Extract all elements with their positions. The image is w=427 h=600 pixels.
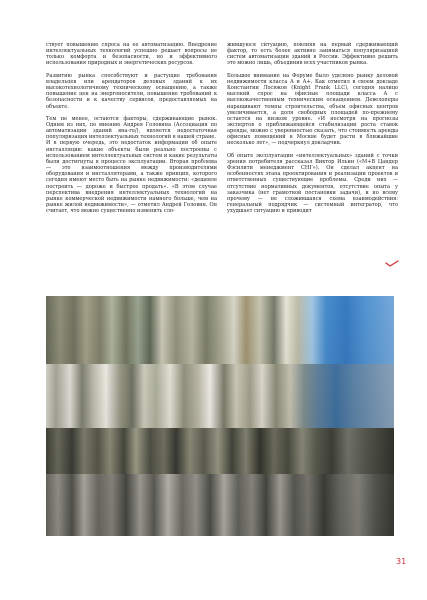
paragraph: ствует повышению спроса на ее автоматизацию. Внедрение интеллектуальных технологий успешно решает вопросы не только комфорта и безопасности, но и эффективного использования природных и энергетических ресурсов. — [46, 42, 217, 67]
photo-shade — [46, 296, 394, 536]
paragraph: Развитию рынка способствуют и растущие требования владельцев или арендаторов деловых зданий к их высокотехнологичному техническому оснащению, а также повышение цен на энергоносители, повышение требований к безопасности и к качеству сервисов, предоставляемых на объекте. — [46, 72, 217, 110]
right-text-column — [227, 42, 398, 220]
paragraph: Большое внимание на Форуме было уделено рынку деловой недвижимости класса А и А+. Как отметил в своем докладе Константин Лосюков (Knight Frank LLC), сегодня налицо высокий спрос на офисные площади класса А с высококачественным техническим оснащением. Девелоперы наращивают темпы строительства, объем офисных центров увеличивается, а доля свободных площадей по-прежнему остается на низком уровне. «И несмотря на прогнозы экспертов о приближающейся стабилизации роста ставок аренды, можно с уверенностью сказать, что стоимость аренды офисных помещений в Москве будет расти в ближайшие несколько лет», — подчеркнул докладчик. — [227, 72, 398, 147]
paragraph: И в первую очередь, это недостаток информации об опыте инсталляции: какие объекты были реально построены с использованием интеллектуальных систем и какие результаты были достигнуты в процессе эксплуатации. Вторая проблема — это взаимоотношения между производителями оборудования и инсталляторами, а также принцип, которого сегодня имеют место быть на рынке недвижимости: «дешевле построить — дороже и быстрее продать». «В этом случае перспектива внедрения интеллектуальных технологий на рынке коммерческой недвижимости намного больше, чем на рынке жилой недвижимости», — отметил Андрей Головин. Он считает, что можно существенно изменить сло- — [46, 140, 217, 215]
left-text-column — [46, 42, 217, 220]
office-interior-photo — [46, 296, 394, 536]
paragraph: жившуюся ситуацию, повлияв на первый сдерживающий фактор, то есть более активно заниматься популяризацией систем автоматизации зданий в России. Эффективно решить это можно лишь, объединив всех участников рынка. — [227, 42, 398, 67]
paragraph: Тем не менее, остаются факторы, сдерживающие рынок. Одним из них, по мнению Андрея Головина (Ассоциация по автоматизации зданий вна-ru/), является недостаточная популяризация интеллектуальных технологий в нашей стране. — [46, 115, 217, 141]
page-number: 31 — [396, 557, 407, 566]
paragraph: Об опыте эксплуатации «интеллектуальных» зданий с точки зрения потребителя рассказал Виктор Ильин («М+В Цандер Фэсилити менеджмент СНГ»). Он сделал акцент на особенностях этапа проектирования и реализации проектов и ответственных существующие проблемы. Среди них — отсутствие нормативных документов, отсутствие опыта у заказчика (нет грамотной постановки задачи), и но всему прочему — не сложившаяся схема взаимодействия: генеральный подрядчик — системный интегратор, что ухудшает ситуацию и приводит — [227, 152, 398, 215]
end-of-article-mark-icon — [385, 260, 399, 268]
